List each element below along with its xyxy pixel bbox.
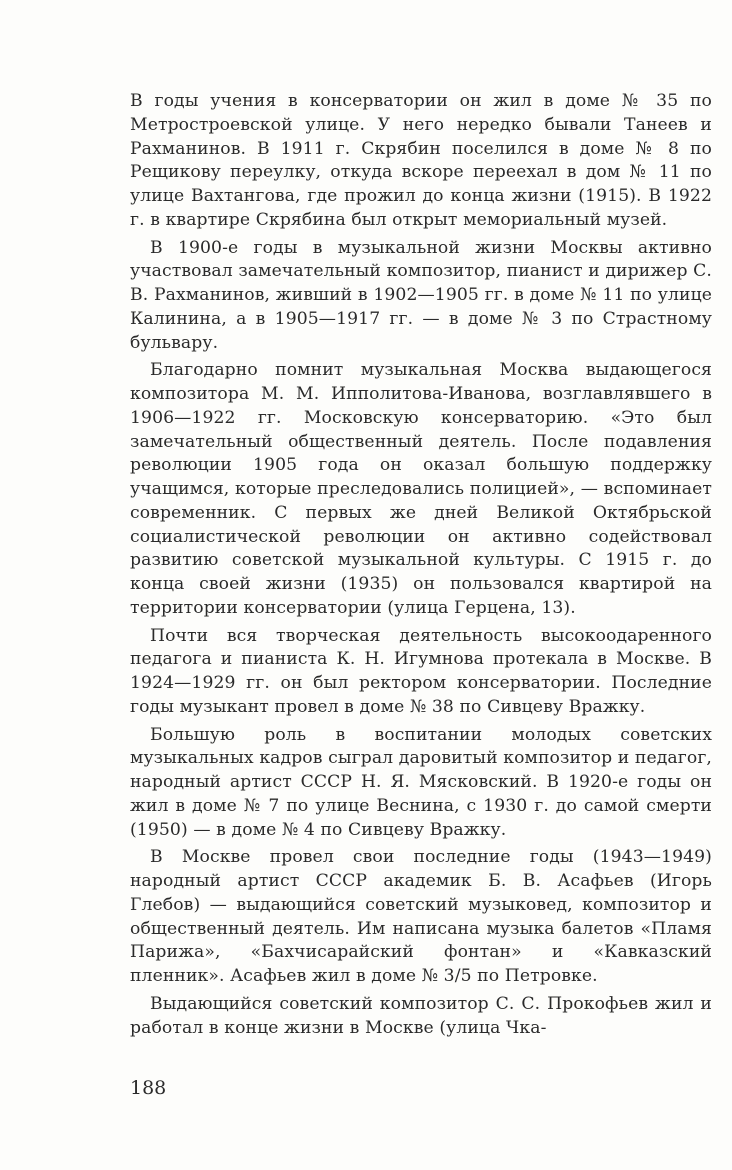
paragraph-2: В 1900-е годы в музыкальной жизни Москвы активно участвовал замечательный композитор, пианист и дирижер С. В. Рахманинов, живший в 1902—1905 гг. в доме № 11 по улице Калинина, а в 1905—1917 гг. — в доме № 3 по Страстному бульвару. xyxy=(130,237,712,353)
page-number: 188 xyxy=(130,1077,167,1099)
paragraph-3: Благодарно помнит музыкальная Москва выдающегося композитора М. М. Ипполитова-Иванова, возглавлявшего в 1906—1922 гг. Московскую консерваторию. «Это был замечательный общественный деятель. После подавления революции 1905 года он оказал большую поддержку учащимся, которые преследовались полицией», — вспоминает современник. С первых же дней Великой Октябрьской социалистической революции он активно содействовал развитию советской музыкальной культуры. С 1915 г. до конца своей жизни (1935) он пользовался квартирой на территории консерватории (улица Герцена, 13). xyxy=(130,360,712,618)
body-text xyxy=(130,90,712,1044)
paragraph-4: Почти вся творческая деятельность высокоодаренного педагога и пианиста К. Н. Игумнова протекала в Москве. В 1924—1929 гг. он был ректором консерватории. Последние годы музыкант провел в доме № 38 по Сивцеву Вражку. xyxy=(130,625,712,717)
paragraph-7: Выдающийся советский композитор С. С. Прокофьев жил и работал в конце жизни в Москве (улица Чка- xyxy=(130,993,712,1038)
paragraph-1: В годы учения в консерватории он жил в доме № 35 по Метростроевской улице. У него нередко бывали Танеев и Рахманинов. В 1911 г. Скрябин поселился в доме № 8 по Рещикову переулку, откуда вскоре переехал в дом № 11 по улице Вахтангова, где прожил до конца жизни (1915). В 1922 г. в квартире Скрябина был открыт мемориальный музей. xyxy=(130,91,712,230)
paragraph-5: Большую роль в воспитании молодых советских музыкальных кадров сыграл даровитый композитор и педагог, народный артист СССР Н. Я. Мясковский. В 1920-е годы он жил в доме № 7 по улице Веснина, с 1930 г. до самой смерти (1950) — в доме № 4 по Сивцеву Вражку. xyxy=(130,724,712,840)
paragraph-6: В Москве провел свои последние годы (1943—1949) народный артист СССР академик Б. В. Асафьев (Игорь Глебов) — выдающийся советский музыковед, композитор и общественный деятель. Им написана музыка балетов «Пламя Парижа», «Бахчисарайский фонтан» и «Кавказский пленник». Асафьев жил в доме № 3/5 по Петровке. xyxy=(130,847,712,986)
